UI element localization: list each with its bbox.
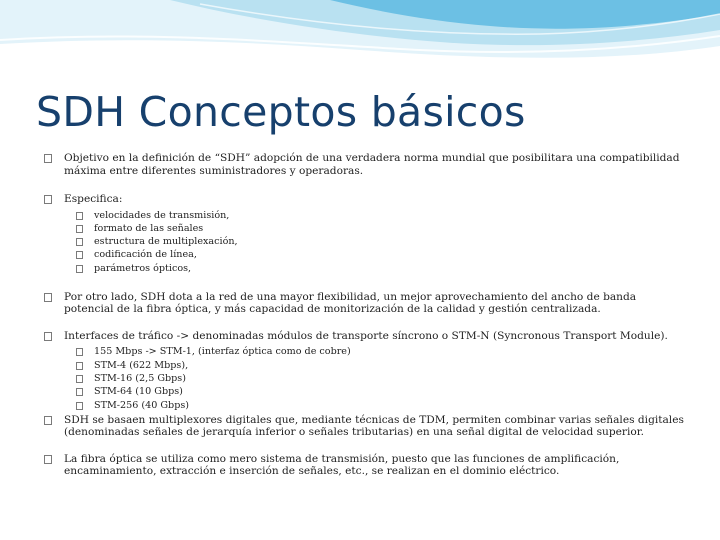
checkbox-bullet-icon xyxy=(44,293,52,302)
sub-bullet-text: 155 Mbps -> STM-1, (interfaz óptica como de cobre) xyxy=(94,346,351,358)
bullet-text: SDH se basaen multiplexores digitales que, mediante técnicas de TDM, permiten combinar varias señales digitales (denominadas señales de jerarquía inferior o señales tributarias) en una señal digital de velocidad superior. xyxy=(64,413,684,439)
sub-bullet xyxy=(44,372,684,385)
sub-bullet-text: parámetros ópticos, xyxy=(94,262,192,274)
checkbox-bullet-icon xyxy=(76,375,83,383)
checkbox-bullet-icon xyxy=(76,238,83,246)
sub-bullet xyxy=(44,248,684,261)
checkbox-bullet-icon xyxy=(76,265,83,273)
bullet-fibra-optica xyxy=(44,453,684,478)
checkbox-bullet-icon xyxy=(44,195,52,204)
sub-bullet xyxy=(44,359,684,372)
sub-bullet-text: codificación de línea, xyxy=(94,249,197,261)
sub-bullet xyxy=(44,345,684,358)
checkbox-bullet-icon xyxy=(76,362,83,370)
sub-bullet xyxy=(44,385,684,398)
bullet-text: La fibra óptica se utiliza como mero sistema de transmisión, puesto que las funciones de amplificación, encaminamiento, extracción e inserción de señales, etc., se realizan en el dominio eléctrico. xyxy=(64,452,620,478)
bullet-text: Especifica: xyxy=(64,193,123,205)
sub-bullet xyxy=(44,399,684,412)
checkbox-bullet-icon xyxy=(76,388,83,396)
slide-title: SDH Conceptos básicos xyxy=(36,88,526,136)
bullet-flexibilidad xyxy=(44,291,684,316)
bullet-interfaces xyxy=(44,330,684,343)
sub-bullet xyxy=(44,222,684,235)
checkbox-bullet-icon xyxy=(44,416,52,425)
checkbox-bullet-icon xyxy=(76,225,83,233)
checkbox-bullet-icon xyxy=(44,154,52,163)
checkbox-bullet-icon xyxy=(76,212,83,220)
sub-bullet xyxy=(44,262,684,275)
bullet-multiplexores xyxy=(44,414,684,439)
bullet-text: Por otro lado, SDH dota a la red de una mayor flexibilidad, un mejor aprovechamiento del ancho de banda potencial de la fibra óptica, y más capacidad de monitorización de la calidad y gestión centralizada. xyxy=(64,290,637,316)
sub-bullet-text: estructura de multiplexación, xyxy=(94,236,238,248)
checkbox-bullet-icon xyxy=(44,455,52,464)
bullet-objetivo xyxy=(44,152,684,177)
sub-bullet-text: STM-64 (10 Gbps) xyxy=(94,386,183,398)
checkbox-bullet-icon xyxy=(76,348,83,356)
sub-bullet-text: formato de las señales xyxy=(94,222,204,234)
sub-bullet-text: STM-4 (622 Mbps), xyxy=(94,359,189,371)
sub-bullet-text: STM-256 (40 Gbps) xyxy=(94,399,190,411)
bullet-text: Interfaces de tráfico -> denominadas módulos de transporte síncrono o STM-N (Syncronous Transport Module). xyxy=(64,329,668,342)
bullet-especifica xyxy=(44,193,684,206)
sub-bullet-text: velocidades de transmisión, xyxy=(94,209,230,221)
bullet-list xyxy=(44,152,684,478)
checkbox-bullet-icon xyxy=(76,402,83,410)
bullet-text: Objetivo en la definición de “SDH” adopción de una verdadera norma mundial que posibilitara una compatibilidad máxima entre diferentes suministradores y operadoras. xyxy=(64,152,680,177)
sub-bullet xyxy=(44,209,684,222)
checkbox-bullet-icon xyxy=(76,251,83,259)
header-wave-decoration xyxy=(0,0,720,80)
sub-bullet-text: STM-16 (2,5 Gbps) xyxy=(94,373,186,385)
checkbox-bullet-icon xyxy=(44,332,52,341)
sub-bullet xyxy=(44,235,684,248)
